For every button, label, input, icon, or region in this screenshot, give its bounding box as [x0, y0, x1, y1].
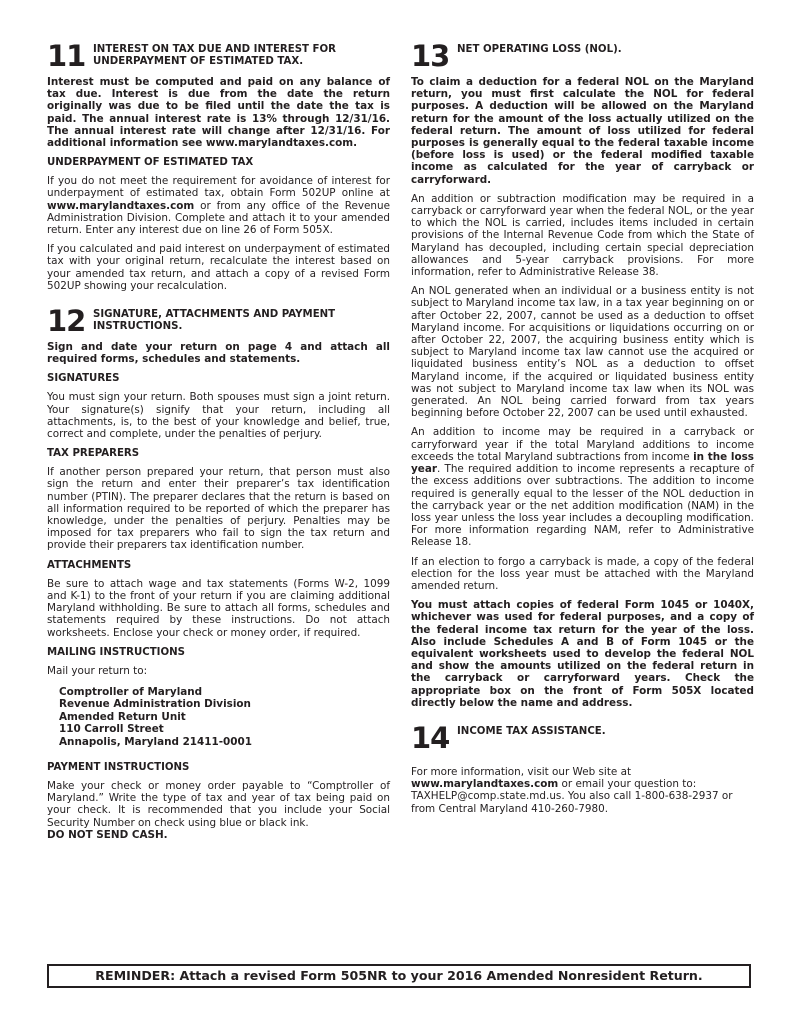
subheading-signatures: SIGNATURES — [47, 373, 120, 385]
subheading-mailing: MAILING INSTRUCTIONS — [47, 646, 185, 658]
subheading-underpayment: UNDERPAYMENT OF ESTIMATED TAX — [47, 157, 254, 169]
mailing-address — [59, 686, 390, 748]
nol-intro: To claim a deduction for a federal NOL on the Maryland return, you must first calculate the NOL for federal purposes. A deduction will be allowed on the Maryland return for the amount of the loss actually utilized on the federal return. The amount of loss utilized for federal purposes is generally equal to the federal taxable income (before loss is used) or the federal modified taxable income as calculated for the year of carryback or carryforward. — [411, 76, 754, 186]
section-number: 13 — [411, 39, 450, 73]
left-column — [47, 39, 390, 848]
assistance-paragraph: For more information, visit our Web site at www.marylandtaxes.com or email your question to: TAXHELP@comp.state.md.us. You also call 1-800-638-2937 or from Central Maryland 410-260-7980. — [411, 765, 733, 815]
section-14-header — [411, 720, 754, 755]
section-title: NET OPERATING LOSS (NOL). — [457, 44, 622, 55]
website-link[interactable]: www.marylandtaxes.com — [47, 199, 195, 212]
subheading-tax-preparers: TAX PREPARERS — [47, 448, 140, 460]
address-line: Comptroller of Maryland — [59, 685, 203, 698]
subheading-attachments: ATTACHMENTS — [47, 559, 132, 571]
no-cash-warning: DO NOT SEND CASH. — [47, 828, 168, 841]
section-title: SIGNATURE, ATTACHMENTS AND PAYMENT INSTRUCTIONS. — [93, 309, 336, 333]
signature-intro: Sign and date your return on page 4 and attach all required forms, schedules and statements. — [47, 341, 390, 366]
section-11-header — [47, 39, 390, 73]
payment-paragraph: Make your check or money order payable to “Comptroller of Maryland.” Write the type of tax and year of tax being paid on your check. It is recommended that you include your Social Security Number on check using blue or black ink. DO NOT SEND CASH. — [47, 779, 390, 841]
nol-paragraph-3: An addition to income may be required in a carryback or carryforward year if the total Maryland additions to income exceeds the total Maryland subtractions from income in the loss year. The required addition to income represents a recapture of the excess additions over subtractions. The addition to income required is generally equal to the lesser of the NOL deduction in the carryback year or the net addition modification (NAM) in the loss year unless the loss year includes a decoupling modification. For more information regarding NAM, refer to Administrative Release 18. — [411, 426, 754, 549]
nol-paragraph-1: An addition or subtraction modification may be required in a carryback or carryforward year when the federal NOL, or the year to which the NOL is carried, includes items included in certain provisions of the Internal Revenue Code from which the State of Maryland has decoupled, including certain special depreciation allowances and 5-year carryback provisions. For more information, refer to Administrative Release 38. — [411, 192, 754, 279]
section-title: INTEREST ON TAX DUE AND INTEREST FOR UNDERPAYMENT OF ESTIMATED TAX. — [93, 44, 337, 67]
interest-intro: Interest must be computed and paid on any balance of tax due. Interest is due from the date the return originally was due to be filed until the date the tax is paid. The annual interest rate is 13% through 12/31/16. The annual interest rate will change after 12/31/16. For additional information see www.marylandtaxes.com. — [47, 76, 390, 150]
nol-paragraph-2: An NOL generated when an individual or a business entity is not subject to Maryland income tax law, in a tax year beginning on or after October 22, 2007, cannot be used as a deduction to offset Maryland income. For acquisitions or liquidations occurring on or after October 22, 2007, the acquiring business entity which is subject to Maryland income tax law cannot use the acquired or liquidated business entity’s NOL as a deduction to offset Maryland income, if the acquired or liquidated business entity was not subject to Maryland income tax law when its NOL was generated. An NOL being carried forward from tax years beginning before October 22, 2007 can be used until exhausted. — [411, 285, 754, 420]
subheading-payment: PAYMENT INSTRUCTIONS — [47, 761, 190, 773]
address-line: Amended Return Unit — [59, 710, 186, 723]
nol-attach-paragraph: You must attach copies of federal Form 1045 or 1040X, whichever was used for federal purposes, and a copy of the federal income tax return for the year of the loss. Also include Schedules A and B of Form 1045 or the equivalent worksheets used to develop the federal NOL and show the amounts utilized on the federal return in the carryback or carryforward years. Check the appropriate box on the front of Form 505X located directly below the name and address. — [411, 599, 754, 709]
attachments-paragraph: Be sure to attach wage and tax statements (Forms W-2, 1099 and K-1) to the front of your return if you are claiming additional Maryland withholding. Be sure to attach all forms, schedules and statements required by these instructions. Do not attach worksheets. Enclose your check or money order, if required. — [47, 577, 390, 639]
section-number: 14 — [411, 720, 450, 755]
address-line: Annapolis, Maryland 21411-0001 — [59, 735, 252, 748]
signatures-paragraph: You must sign your return. Both spouses must sign a joint return. Your signature(s) signify that your return, including all attachments, is, to the best of your knowledge and belief, true, correct and complete, under the penalties of perjury. — [47, 391, 390, 441]
section-12-header — [47, 304, 390, 339]
address-line: Revenue Administration Division — [59, 698, 251, 711]
recalculation-paragraph: If you calculated and paid interest on underpayment of estimated tax with your original return, recalculate the interest based on your amended tax return, and attach a copy of a revised Form 502UP showing your recalculation. — [47, 243, 390, 292]
nol-paragraph-4: If an election to forgo a carryback is made, a copy of the federal election for the loss year must be attached with the Maryland amended return. — [411, 555, 754, 592]
section-number: 12 — [47, 304, 86, 339]
section-13-header — [411, 39, 754, 73]
reminder-banner: REMINDER: Attach a revised Form 505NR to your 2016 Amended Nonresident Return. — [47, 964, 751, 988]
section-title: INCOME TAX ASSISTANCE. — [457, 725, 606, 737]
preparers-paragraph: If another person prepared your return, that person must also sign the return and enter their preparer’s tax identification number (PTIN). The preparer declares that the return is based on all information required to be reported of which the preparer has knowledge, under the penalties of perjury. Penalties may be imposed for tax preparers who fail to sign the tax return and provide their preparers tax identification number. — [47, 466, 390, 552]
section-number: 11 — [47, 39, 86, 73]
mailing-paragraph: Mail your return to: — [47, 664, 148, 677]
right-column — [411, 39, 754, 822]
address-line: 110 Carroll Street — [59, 723, 164, 736]
underpayment-paragraph: If you do not meet the requirement for avoidance of interest for underpayment of estimated tax, obtain Form 502UP online at www.marylandtaxes.com or from any office of the Revenue Administration Division. Complete and attach it to your amended return. Enter any interest due on line 26 of Form 505X. — [47, 175, 390, 237]
website-link[interactable]: www.marylandtaxes.com — [411, 778, 559, 791]
